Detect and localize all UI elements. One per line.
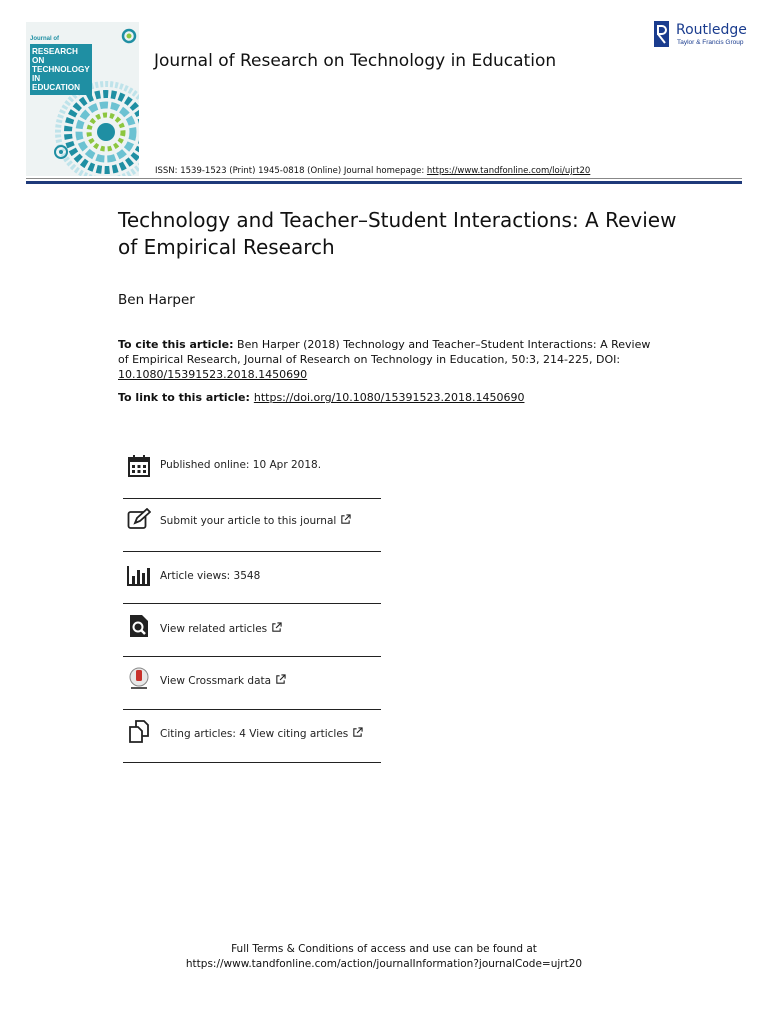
footer-terms-link[interactable]: https://www.tandfonline.com/action/journalInformation?journalCode=ujrt20: [185, 958, 583, 970]
published-online-text: Published online: 10 Apr 2018.: [160, 459, 322, 471]
article-link-url[interactable]: https://doi.org/10.1080/15391523.2018.1450690: [253, 391, 525, 404]
crossmark-icon: [127, 667, 151, 691]
related-articles-link[interactable]: [160, 622, 282, 635]
header-divider-thick: [26, 181, 742, 184]
external-link-icon: [275, 674, 286, 685]
issn-text: ISSN: 1539-1523 (Print) 1945-0818 (Online) Journal homepage:: [155, 166, 427, 176]
citing-icon: [127, 719, 151, 743]
article-views-item: [123, 552, 381, 604]
journal-homepage-link[interactable]: https://www.tandfonline.com/loi/ujrt20: [426, 166, 591, 176]
footer-terms-text: Full Terms & Conditions of access and use can be found at: [231, 943, 537, 955]
bar-chart-icon: [127, 564, 151, 588]
issn-line: [155, 166, 590, 176]
citing-articles-label: Citing articles: 4 View citing articles: [160, 728, 349, 740]
calendar-icon: [127, 454, 151, 478]
cover-title-line: IN EDUCATION: [32, 74, 81, 92]
published-online-item: [123, 446, 381, 499]
cover-title-line: TECHNOLOGY: [32, 65, 90, 74]
cover-title-line: RESEARCH ON: [32, 47, 78, 65]
search-document-icon: [127, 614, 151, 638]
footer: [0, 942, 768, 972]
citation-label: To cite this article:: [118, 338, 234, 351]
doi-link[interactable]: 10.1080/15391523.2018.1450690: [118, 368, 308, 381]
related-articles-item[interactable]: [123, 604, 381, 657]
cover-title: [30, 44, 92, 95]
publisher-subtitle: Taylor & Francis Group: [677, 39, 744, 46]
publisher-name: Routledge: [676, 22, 747, 38]
citing-articles-item[interactable]: [123, 710, 381, 763]
citation-text: Ben Harper (2018) Technology and Teacher–Student Interactions: A Review of Empirical Research, Journal of Research on Technology in Education, 50:3, 214-225, DOI:: [118, 338, 651, 366]
submit-article-link[interactable]: [160, 514, 351, 527]
article-views-text: Article views: 3548: [160, 570, 261, 582]
journal-title: Journal of Research on Technology in Education: [154, 51, 557, 71]
submit-article-label: Submit your article to this journal: [160, 515, 337, 527]
related-articles-label: View related articles: [160, 623, 268, 635]
crossmark-link[interactable]: [160, 674, 286, 687]
edit-icon: [127, 508, 151, 532]
external-link-icon: [271, 622, 282, 633]
external-link-icon: [352, 727, 363, 738]
article-link-block: [118, 391, 524, 404]
article-metadata-list: [123, 446, 381, 763]
citing-articles-link[interactable]: [160, 727, 363, 740]
crossmark-label: View Crossmark data: [160, 675, 272, 687]
citation-block: [118, 337, 658, 382]
article-link-label: To link to this article:: [118, 391, 250, 404]
crossmark-item[interactable]: [123, 657, 381, 710]
external-link-icon: [340, 514, 351, 525]
cover-journal-of: Journal of: [30, 36, 60, 42]
journal-cover-image: [26, 22, 139, 176]
submit-article-item[interactable]: [123, 499, 381, 552]
article-title: Technology and Teacher–Student Interactions: A Review of Empirical Research: [118, 208, 677, 259]
author-name: Ben Harper: [118, 292, 195, 308]
header-divider: [26, 178, 742, 179]
